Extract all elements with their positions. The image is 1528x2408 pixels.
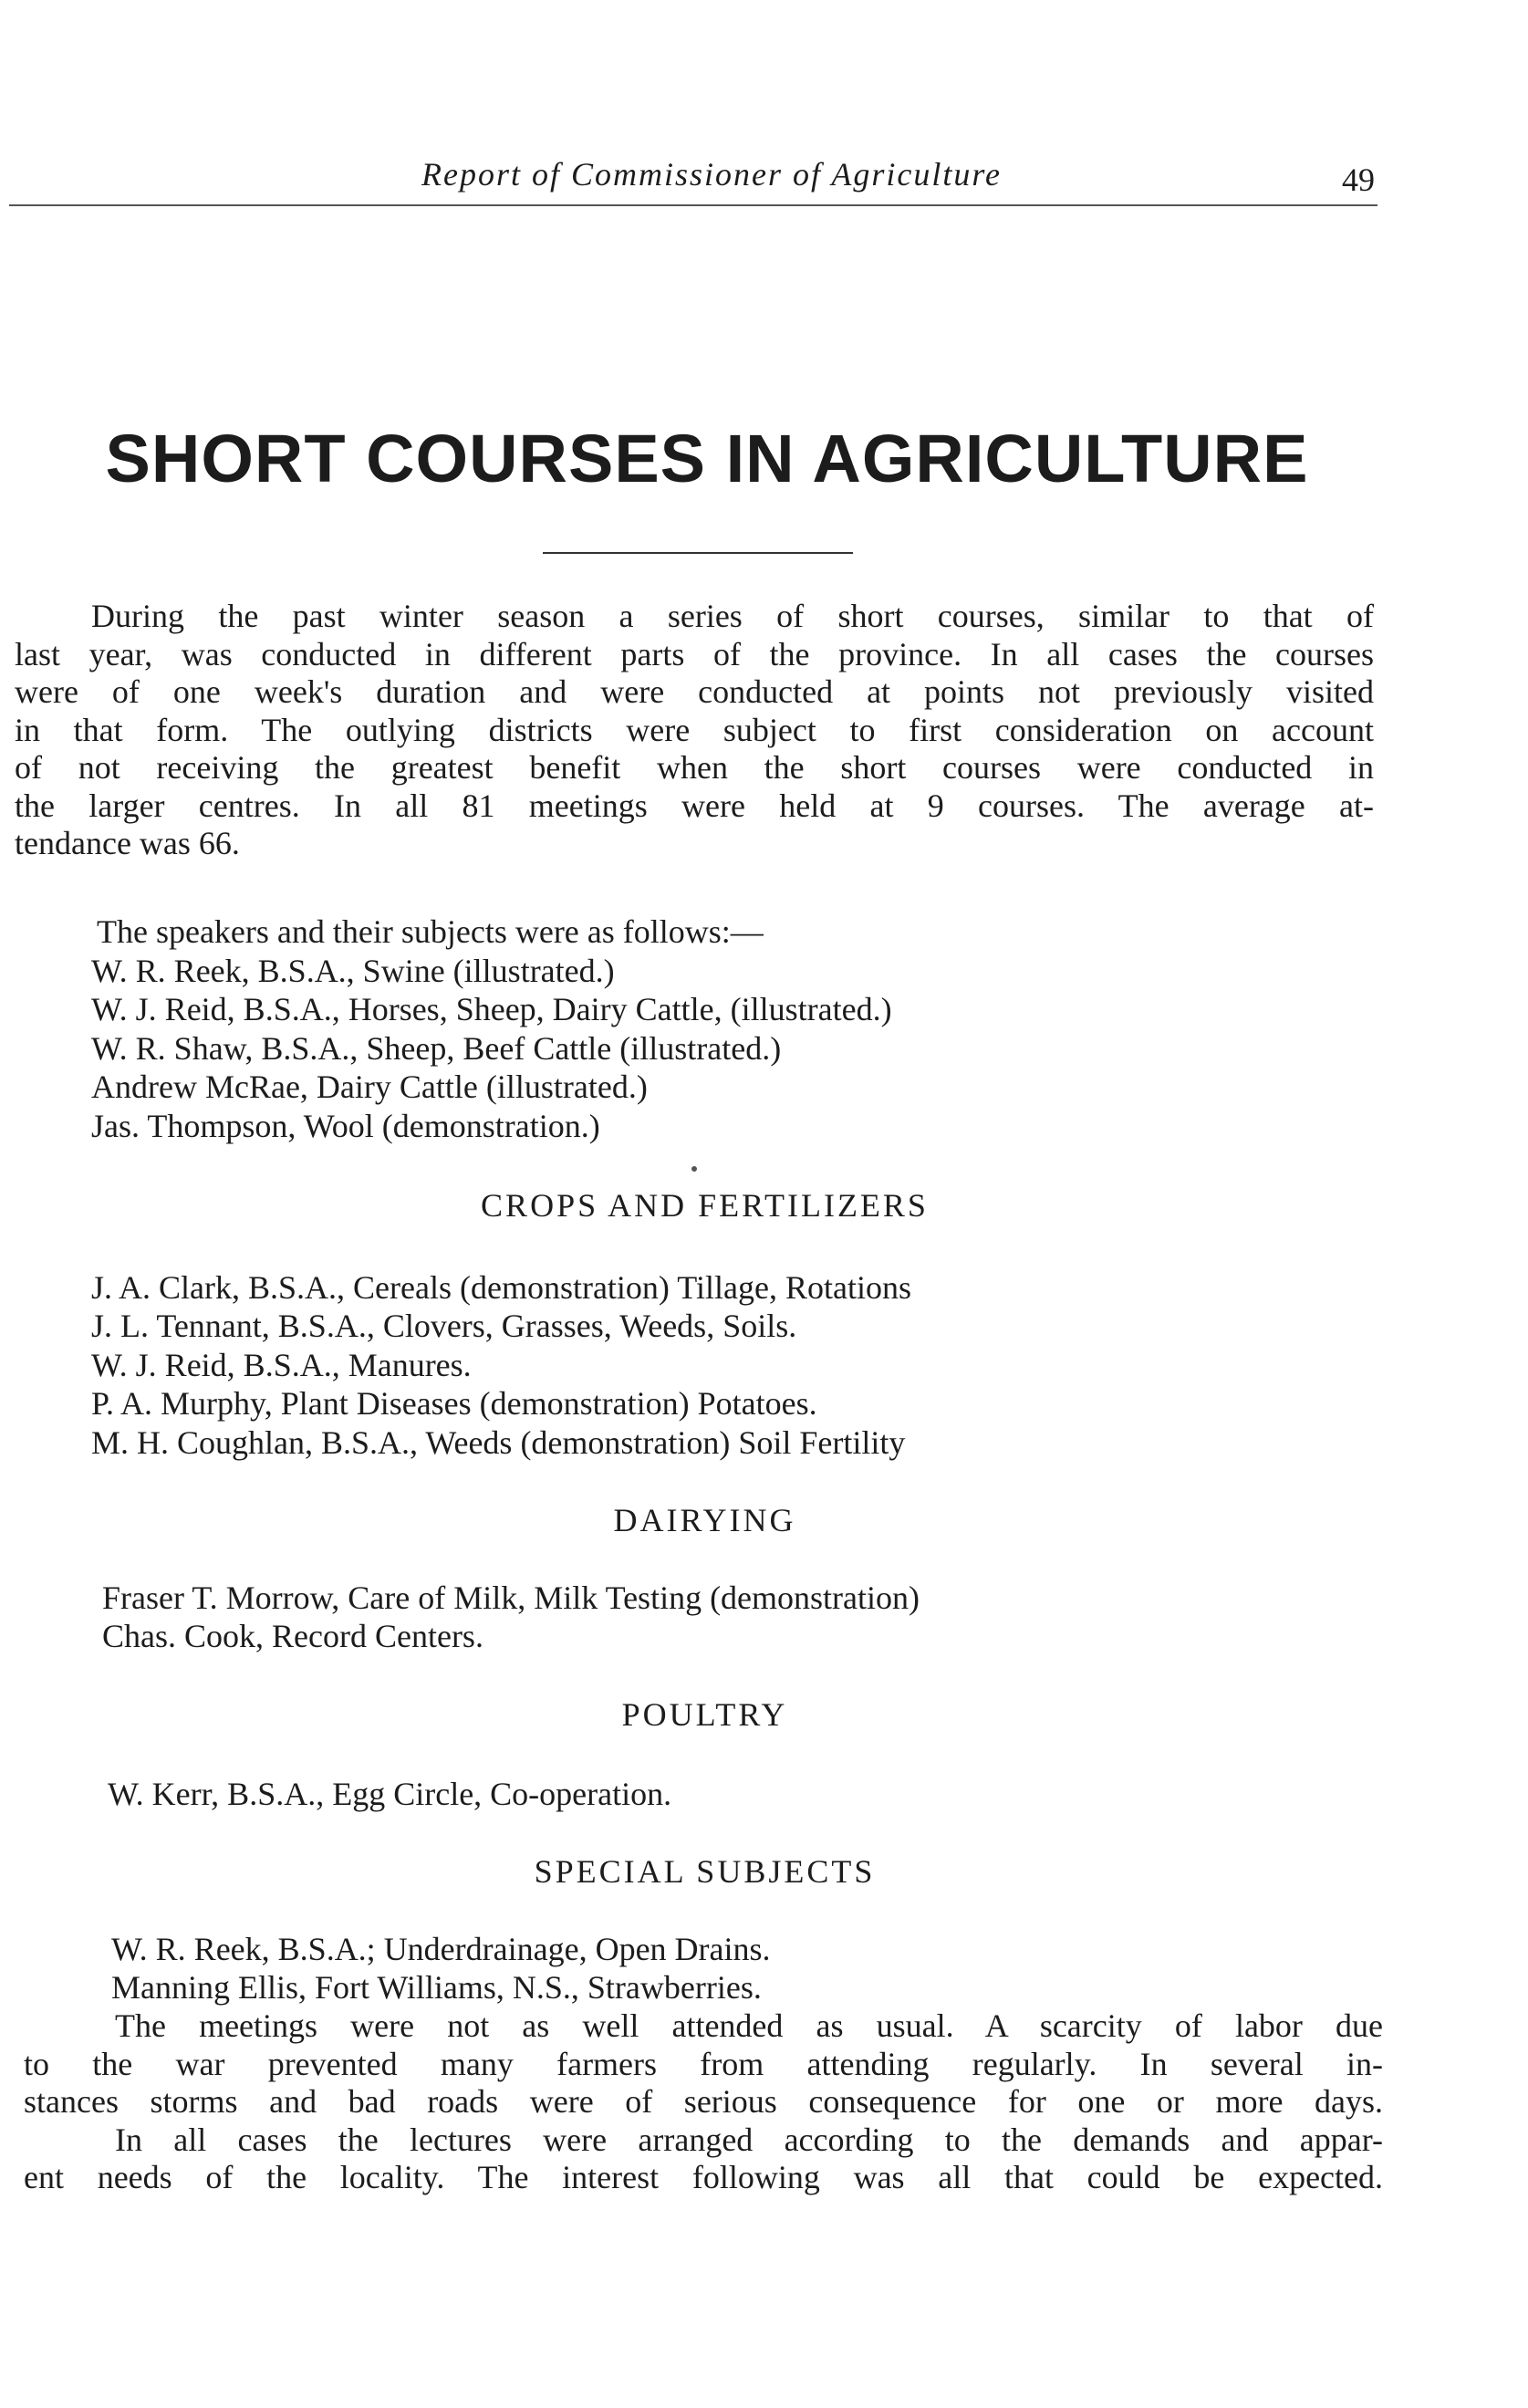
paragraph-line: The meetings were not as well attended as usual. A scarcity of labor due [115,2007,1383,2044]
list-item: Chas. Cook, Record Centers. [102,1618,483,1655]
title-divider [543,552,853,554]
paragraph-line: were of one week's duration and were conducted at points not previously visited [15,673,1374,710]
speakers-list [91,912,1277,1146]
paragraph-line: tendance was 66. [15,825,240,861]
page-number: 49 [1342,162,1375,198]
section-heading-special-subjects: SPECIAL SUBJECTS [534,1853,876,1890]
paragraph-line: ent needs of the locality. The interest following was all that could be expected. [24,2159,1383,2196]
header-rule [9,204,1377,206]
ink-dot [691,1166,697,1172]
list-item: W. Kerr, B.S.A., Egg Circle, Co-operation. [108,1776,672,1812]
list-item: Fraser T. Morrow, Care of Milk, Milk Testing (demonstration) [102,1579,920,1616]
section-list-crops [91,1268,1368,1462]
section-list-poultry [108,1775,1385,1813]
list-item: P. A. Murphy, Plant Diseases (demonstration) Potatoes. [91,1385,817,1423]
section-heading-dairying: DAIRYING [613,1502,796,1538]
section-heading-crops: CROPS AND FERTILIZERS [481,1187,929,1224]
paragraph-line: in that form. The outlying districts were subject to first consideration on account [15,711,1374,748]
running-title: Report of Commissioner of Agriculture [421,156,1002,193]
section-list-dairying [102,1579,1379,1656]
list-item: J. L. Tennant, B.S.A., Clovers, Grasses, Weeds, Soils. [91,1308,797,1345]
list-item: Jas. Thompson, Wool (demonstration.) [91,1107,600,1144]
list-item: Andrew McRae, Dairy Cattle (illustrated.) [91,1068,648,1106]
page-title: SHORT COURSES IN AGRICULTURE [105,421,1309,496]
closing-paragraphs [24,2007,1383,2197]
section-heading-poultry: POULTRY [621,1696,788,1733]
paragraph-line: In all cases the lectures were arranged according to the demands and appar- [115,2121,1383,2158]
paragraph-line: the larger centres. In all 81 meetings were held at 9 courses. The average at- [15,787,1374,824]
list-item: W. R. Shaw, B.S.A., Sheep, Beef Cattle (illustrated.) [91,1029,782,1067]
list-item: W. J. Reid, B.S.A., Manures. [91,1346,472,1383]
paragraph-line: of not receiving the greatest benefit when the short courses were conducted in [15,749,1374,786]
paragraph-line: stances storms and bad roads were of serious consequence for one or more days. [24,2083,1383,2121]
list-item: W. R. Reek, B.S.A., Swine (illustrated.) [91,952,615,989]
paragraph-line: last year, was conducted in different parts of the province. In all cases the courses [15,635,1374,672]
paragraph-line: During the past winter season a series of short courses, similar to that of [91,598,1374,634]
list-item: M. H. Coughlan, B.S.A., Weeds (demonstration) Soil Fertility [91,1423,906,1461]
speakers-intro: The speakers and their subjects were as follows:— [97,913,764,950]
intro-paragraph [15,598,1374,863]
list-item: J. A. Clark, B.S.A., Cereals (demonstration) Tillage, Rotations [91,1269,911,1306]
list-item: W. R. Reek, B.S.A.; Underdrainage, Open Drains. [111,1931,771,1967]
list-item: W. J. Reid, B.S.A., Horses, Sheep, Dairy Cattle, (illustrated.) [91,991,892,1028]
list-item: Manning Ellis, Fort Williams, N.S., Strawberries. [111,1969,762,2007]
running-header [0,155,1528,210]
paragraph-line: to the war prevented many farmers from attending regularly. In several in- [24,2045,1383,2082]
section-list-special-subjects [111,1930,1388,2007]
